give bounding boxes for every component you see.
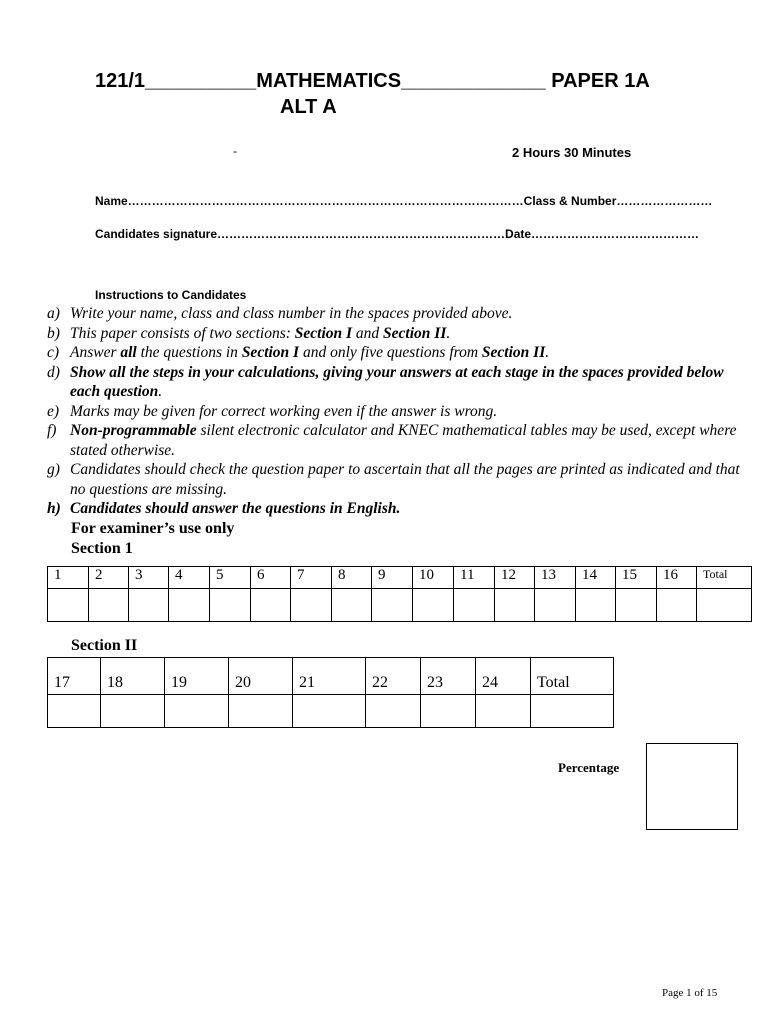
- section2-mark-cell[interactable]: [101, 695, 165, 728]
- section2-marks-row: [48, 695, 614, 728]
- instruction-marker: h): [47, 500, 61, 517]
- instruction-marker: g): [47, 461, 60, 478]
- section2-header-cell: 20: [229, 658, 293, 695]
- section1-header-row: [48, 567, 752, 589]
- section1-mark-cell[interactable]: [48, 589, 89, 622]
- instruction-item: [47, 304, 747, 324]
- section1-label: Section 1: [71, 540, 133, 557]
- section1-mark-cell[interactable]: [495, 589, 535, 622]
- section1-header-cell: Total: [697, 567, 752, 589]
- instruction-item: [47, 363, 747, 402]
- section1-header-cell: 16: [657, 567, 697, 589]
- instruction-item: [47, 499, 747, 519]
- signature-date-field[interactable]: Candidates signature………………………………………………………………Date……………………………………: [95, 227, 700, 241]
- instruction-marker: c): [47, 344, 60, 361]
- section1-header-cell: 4: [169, 567, 210, 589]
- section1-mark-cell[interactable]: [413, 589, 454, 622]
- section1-mark-cell[interactable]: [89, 589, 129, 622]
- section2-header-cell: Total: [531, 658, 614, 695]
- instruction-text: Write your name, class and class number in the spaces provided above.: [70, 305, 513, 322]
- section1-header-cell: 9: [372, 567, 413, 589]
- section2-label: Section II: [71, 637, 138, 654]
- section1-marks-row: [48, 589, 752, 622]
- section2-header-cell: 18: [101, 658, 165, 695]
- paper-title: 121/1__________MATHEMATICS_____________ PAPER 1A: [95, 70, 650, 92]
- section1-mark-cell[interactable]: [210, 589, 251, 622]
- instruction-text: Show all the steps in your calculations, giving your answers at each stage in the spaces provided below each question.: [70, 363, 724, 400]
- section2-header-row: [48, 658, 614, 695]
- instruction-marker: b): [47, 324, 60, 342]
- instruction-item: [47, 460, 747, 499]
- section1-header-cell: 10: [413, 567, 454, 589]
- instruction-text: This paper consists of two sections: Section I and Section II.: [70, 324, 451, 342]
- section1-header-cell: 1: [48, 567, 89, 589]
- section1-header-cell: 14: [576, 567, 616, 589]
- section2-mark-cell[interactable]: [366, 695, 421, 728]
- section1-mark-cell[interactable]: [332, 589, 372, 622]
- section2-header-cell: 24: [476, 658, 531, 695]
- section1-header-cell: 3: [129, 567, 169, 589]
- section1-mark-cell[interactable]: [576, 589, 616, 622]
- section1-mark-cell[interactable]: [454, 589, 495, 622]
- section1-header-cell: 2: [89, 567, 129, 589]
- section1-header-cell: 5: [210, 567, 251, 589]
- dash-mark: -: [233, 144, 237, 158]
- section1-mark-cell[interactable]: [251, 589, 291, 622]
- section1-header-cell: 13: [535, 567, 576, 589]
- instruction-text: Candidates should answer the questions in English.: [70, 500, 401, 517]
- section1-mark-cell[interactable]: [616, 589, 657, 622]
- instructions-list: [47, 304, 747, 519]
- instruction-item: [47, 324, 747, 344]
- section1-score-table: [47, 566, 752, 622]
- section2-mark-cell[interactable]: [421, 695, 476, 728]
- instruction-marker: a): [47, 305, 60, 322]
- paper-subtitle: ALT A: [280, 96, 337, 118]
- section1-header-cell: 8: [332, 567, 372, 589]
- section1-mark-cell[interactable]: [657, 589, 697, 622]
- instruction-text: Answer all the questions in Section I and only five questions from Section II.: [70, 344, 550, 361]
- section2-mark-cell[interactable]: [165, 695, 229, 728]
- section1-header-cell: 11: [454, 567, 495, 589]
- section1-header-cell: 7: [291, 567, 332, 589]
- instruction-item: [47, 421, 747, 460]
- examiner-heading: For examiner’s use only: [71, 520, 235, 537]
- section1-mark-cell[interactable]: [372, 589, 413, 622]
- instruction-marker: e): [47, 402, 60, 420]
- instruction-marker: d): [47, 363, 60, 381]
- instruction-text: Non-programmable silent electronic calculator and KNEC mathematical tables may be used, except where stated otherwise.: [70, 422, 737, 459]
- section2-score-table: [47, 657, 614, 728]
- name-class-field[interactable]: Name………………………………………………………………………………………Class & Number……………………: [95, 194, 713, 208]
- instruction-marker: f): [47, 422, 57, 439]
- section1-mark-cell[interactable]: [535, 589, 576, 622]
- section2-mark-cell[interactable]: [531, 695, 614, 728]
- section1-header-cell: 15: [616, 567, 657, 589]
- section2-mark-cell[interactable]: [293, 695, 366, 728]
- section1-mark-cell[interactable]: [697, 589, 752, 622]
- percentage-box[interactable]: [646, 743, 738, 830]
- section2-mark-cell[interactable]: [229, 695, 293, 728]
- section2-mark-cell[interactable]: [476, 695, 531, 728]
- instruction-text: Candidates should check the question paper to ascertain that all the pages are printed as indicated and that no questions are missing.: [70, 461, 740, 498]
- section2-mark-cell[interactable]: [48, 695, 101, 728]
- instruction-text: Marks may be given for correct working even if the answer is wrong.: [70, 402, 498, 420]
- section1-mark-cell[interactable]: [129, 589, 169, 622]
- section2-header-cell: 19: [165, 658, 229, 695]
- section1-mark-cell[interactable]: [291, 589, 332, 622]
- section2-header-cell: 23: [421, 658, 476, 695]
- page-number: Page 1 of 15: [662, 987, 718, 999]
- exam-duration: 2 Hours 30 Minutes: [512, 145, 632, 160]
- instruction-item: [47, 343, 747, 363]
- section1-mark-cell[interactable]: [169, 589, 210, 622]
- percentage-label: Percentage: [558, 760, 620, 775]
- instruction-item: [47, 402, 747, 422]
- section2-header-cell: 22: [366, 658, 421, 695]
- section1-header-cell: 12: [495, 567, 535, 589]
- section2-header-cell: 21: [293, 658, 366, 695]
- instructions-heading: Instructions to Candidates: [95, 288, 247, 302]
- section1-header-cell: 6: [251, 567, 291, 589]
- section2-header-cell: 17: [48, 658, 101, 695]
